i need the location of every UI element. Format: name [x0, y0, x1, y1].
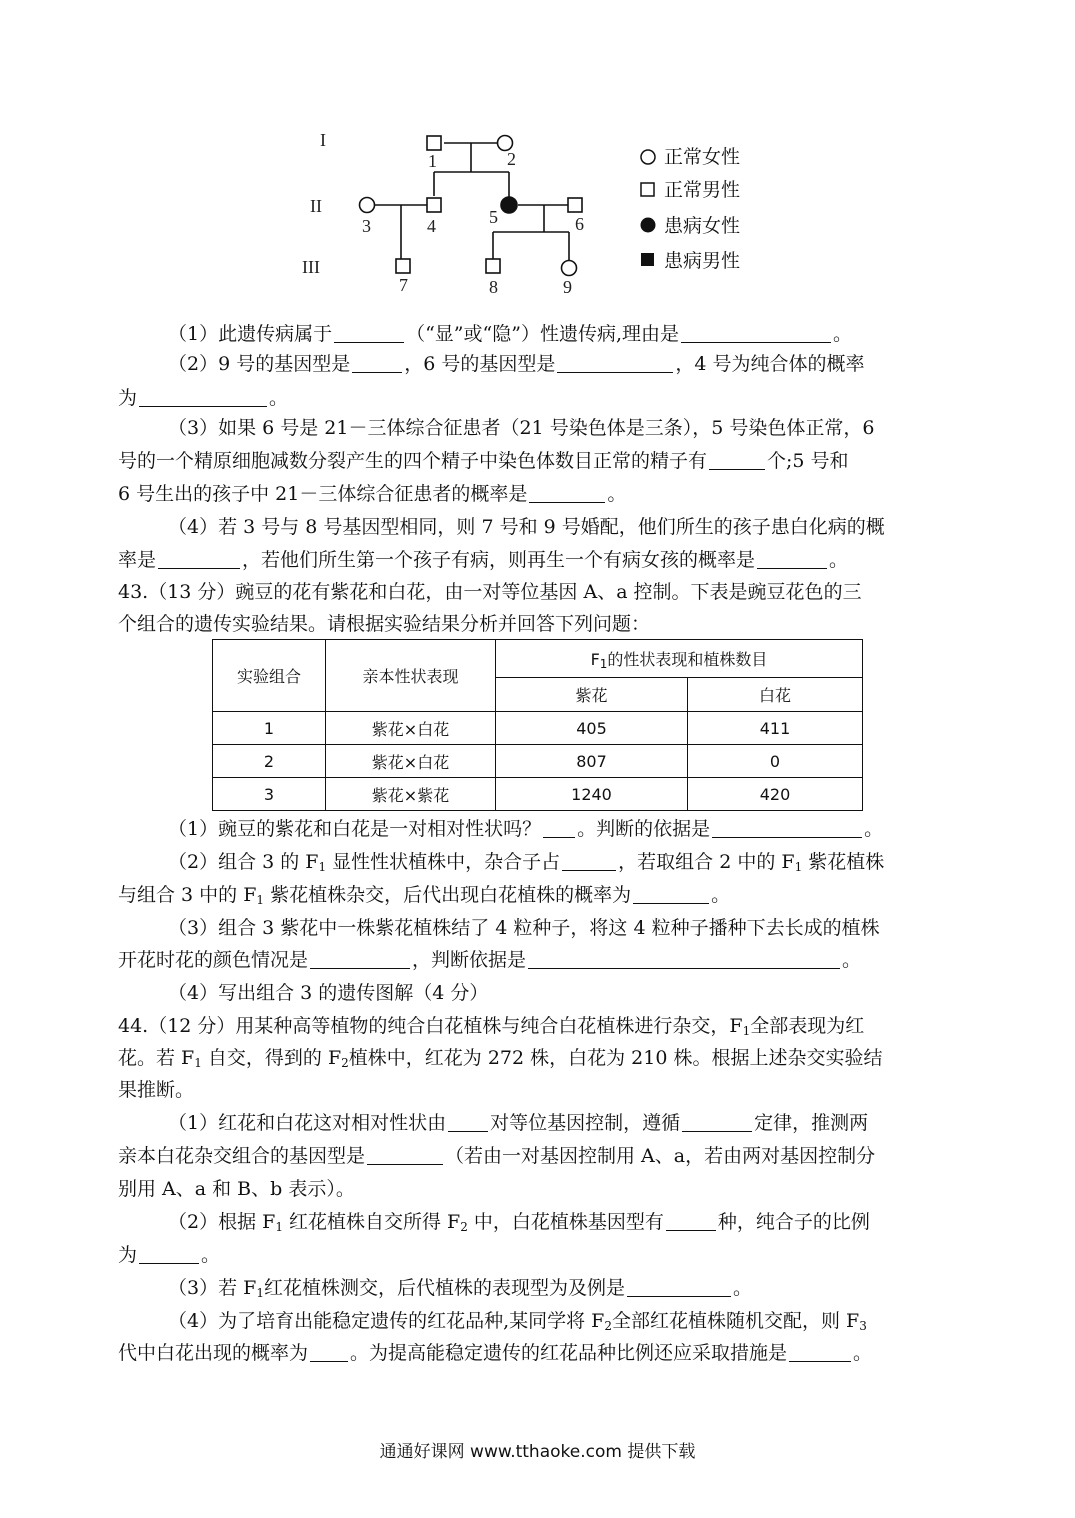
q44-part1-cont2: 别用 A、a 和 B、b 表示）。: [118, 1178, 355, 1200]
answer-blank[interactable]: [352, 352, 402, 373]
q44-intro-cont2: 果推断。: [118, 1079, 195, 1101]
individual-number: 2: [507, 149, 516, 169]
affected-male-icon: [641, 253, 654, 266]
answer-blank[interactable]: [139, 1243, 199, 1264]
q44-part4-cont: 代中白花出现的概率为 。为提高能稳定遗传的红花品种比例还应采取措施是 。: [118, 1342, 873, 1364]
individual-4-male: [427, 198, 441, 212]
answer-blank[interactable]: [158, 548, 240, 569]
q44-intro: 44.（12 分）用某种高等植物的纯合白花植株与纯合白花植株进行杂交，$F_1$全部表现为红: [118, 1015, 865, 1038]
answer-blank[interactable]: [627, 1276, 731, 1297]
affected-female-icon: [641, 218, 656, 233]
individual-6-male: [568, 198, 582, 212]
q44-part4: （4）为了培育出能稳定遗传的红花品种,某同学将 $F_2$全部红花植株随机交配，则 $F_3$: [168, 1310, 867, 1333]
pedigree-chart: [290, 120, 770, 300]
q44-part2-cont: 为 。: [118, 1244, 221, 1266]
answer-blank[interactable]: [334, 322, 404, 343]
answer-blank[interactable]: [562, 850, 616, 871]
table-row: 1 紫花×白花 405 411: [213, 712, 863, 745]
legend-label: 正常男性: [664, 179, 741, 201]
answer-blank[interactable]: [448, 1111, 488, 1132]
q43-part3: （3）组合 3 紫花中一株紫花植株结了 4 粒种子，将这 4 粒种子播种下去长成的植株: [168, 917, 880, 939]
individual-8-male: [486, 259, 500, 273]
q42-part2: （2）9 号的基因型是 ，6 号的基因型是 ，4 号为纯合体的概率: [168, 353, 865, 375]
generation-label-2: II: [310, 196, 322, 216]
answer-blank[interactable]: [709, 449, 765, 470]
q43-part2: （2）组合 3 的 $F_1$ 显性性状植株中，杂合子占 ，若取组合 2 中的 $F_1$ 紫花植株: [168, 851, 885, 874]
q42-part3-cont: 号的一个精原细胞减数分裂产生的四个精子中染色体数目正常的精子有 个;5 号和: [118, 450, 849, 472]
normal-male-icon: [641, 183, 654, 196]
q44-intro-cont: 花。若 $F_1$ 自交，得到的 $F_2$植株中，红花为 272 株，白花为 210 株。根据上述杂交实验结: [118, 1047, 883, 1070]
individual-number: 6: [575, 214, 584, 234]
answer-blank[interactable]: [139, 386, 267, 407]
q43-part4: （4）写出组合 3 的遗传图解（4 分）: [168, 982, 489, 1004]
legend-label: 患病女性: [664, 215, 741, 237]
q42-part4: （4）若 3 号与 8 号基因型相同，则 7 号和 9 号婚配，他们所生的孩子患白化病的概: [168, 516, 885, 538]
answer-blank[interactable]: [310, 1341, 348, 1362]
individual-number: 4: [427, 216, 436, 236]
answer-blank[interactable]: [557, 352, 673, 373]
individual-number: 7: [399, 275, 408, 295]
legend-label: 正常女性: [664, 146, 741, 168]
answer-blank[interactable]: [682, 1111, 752, 1132]
page-footer: 通通好课网 www.tthaoke.com 提供下载: [379, 1442, 696, 1462]
q42-part2-cont: 为 。: [118, 387, 289, 409]
individual-3-female: [360, 198, 375, 213]
header-purple: 紫花: [496, 678, 688, 712]
individual-1-male: [427, 136, 441, 150]
q42-part4-cont: 率是 ，若他们所生第一个孩子有病，则再生一个有病女孩的概率是 。: [118, 549, 849, 571]
q42-part1: （1）此遗传病属于 （“显”或“隐”）性遗传病,理由是 。: [168, 323, 853, 345]
legend-label: 患病男性: [664, 250, 741, 272]
header-group: 实验组合: [213, 640, 326, 712]
q44-part2: （2）根据 $F_1$ 红花植株自交所得 $F_2$ 中，白花植株基因型有 种，纯合子的比例: [168, 1211, 870, 1234]
header-white: 白花: [688, 678, 863, 712]
answer-blank[interactable]: [529, 482, 605, 503]
answer-blank[interactable]: [543, 817, 575, 838]
answer-blank[interactable]: [367, 1144, 443, 1165]
answer-blank[interactable]: [757, 548, 827, 569]
individual-number: 8: [489, 277, 498, 297]
answer-blank[interactable]: [633, 883, 709, 904]
q44-part3: （3）若 $F_1$红花植株测交，后代植株的表现型为及例是 。: [168, 1277, 752, 1300]
individual-5-affected-female: [501, 197, 517, 213]
q42-part3: （3）如果 6 号是 21－三体综合征患者（21 号染色体是三条），5 号染色体正常，6: [168, 417, 875, 439]
answer-blank[interactable]: [528, 948, 840, 969]
header-f1: $F_1$的性状表现和植株数目: [496, 640, 863, 678]
generation-label-3: III: [302, 257, 320, 277]
individual-7-male: [396, 259, 410, 273]
table-row: 3 紫花×紫花 1240 420: [213, 778, 863, 811]
q42-part3-cont2: 6 号生出的孩子中 21－三体综合征患者的概率是 。: [118, 483, 627, 505]
header-parent: 亲本性状表现: [326, 640, 496, 712]
individual-9-female: [562, 261, 577, 276]
q43-part1: （1）豌豆的紫花和白花是一对相对性状吗？ 。判断的依据是 。: [168, 818, 884, 840]
individual-number: 1: [428, 151, 437, 171]
normal-female-icon: [641, 150, 655, 164]
q43-part2-cont: 与组合 3 中的 $F_1$ 紫花植株杂交，后代出现白花植株的概率为 。: [118, 884, 731, 907]
q43-intro-cont: 个组合的遗传实验结果。请根据实验结果分析并回答下列问题：: [118, 613, 651, 635]
q44-part1-cont: 亲本白花杂交组合的基因型是 （若由一对基因控制用 A、a，若由两对基因控制分: [118, 1145, 876, 1167]
q43-part3-cont: 开花时花的颜色情况是 ，判断依据是 。: [118, 949, 862, 971]
answer-blank[interactable]: [681, 322, 831, 343]
generation-label-1: I: [320, 130, 326, 150]
answer-blank[interactable]: [666, 1210, 716, 1231]
experiment-results-table: [212, 639, 863, 811]
individual-number: 3: [362, 216, 371, 236]
answer-blank[interactable]: [310, 948, 410, 969]
answer-blank[interactable]: [712, 817, 862, 838]
table-row: 2 紫花×白花 807 0: [213, 745, 863, 778]
q44-part1: （1）红花和白花这对相对性状由 对等位基因控制，遵循 定律，推测两: [168, 1112, 869, 1134]
individual-number: 5: [489, 207, 498, 227]
answer-blank[interactable]: [789, 1341, 851, 1362]
individual-number: 9: [563, 277, 572, 297]
q43-intro: 43.（13 分）豌豆的花有紫花和白花，由一对等位基因 A、a 控制。下表是豌豆花色的三: [118, 581, 862, 603]
